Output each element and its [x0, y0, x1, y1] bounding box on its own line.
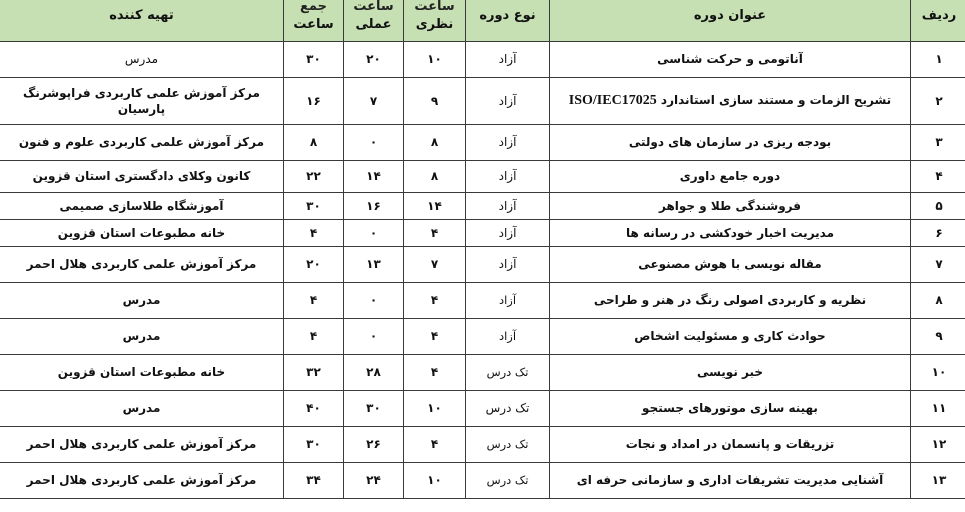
total-hours: ۸ [284, 125, 344, 161]
row-number: ۱ [911, 42, 965, 78]
theory-hours: ۴ [404, 220, 466, 247]
total-hours: ۱۶ [284, 78, 344, 125]
theory-hours: ۸ [404, 125, 466, 161]
theory-hours: ۱۰ [404, 463, 466, 499]
table-row [0, 427, 965, 463]
header-practical-label: عملی [355, 17, 392, 33]
practical-hours: ۰ [344, 220, 404, 247]
total-hours: ۴ [284, 220, 344, 247]
header-course-type: نوع دوره [466, 0, 550, 42]
row-number: ۱۲ [911, 427, 965, 463]
table-row [0, 78, 965, 125]
course-type: آزاد [466, 319, 550, 355]
row-number: ۲ [911, 78, 965, 125]
practical-hours: ۷ [344, 78, 404, 125]
provider: خانه مطبوعات استان قزوین [0, 355, 284, 391]
table-row [0, 391, 965, 427]
practical-hours: ۲۰ [344, 42, 404, 78]
course-title-text: تشریح الزمات و مستند سازی استاندارد [660, 92, 892, 107]
practical-hours: ۱۴ [344, 161, 404, 193]
theory-hours: ۹ [404, 78, 466, 125]
course-title: بهینه سازی موتورهای جستجو [550, 391, 911, 427]
total-hours: ۳۰ [284, 193, 344, 220]
header-row [0, 0, 965, 42]
header-practical-top: ساعت [353, 0, 394, 15]
total-hours: ۴۰ [284, 391, 344, 427]
practical-hours: ۰ [344, 125, 404, 161]
practical-hours: ۲۴ [344, 463, 404, 499]
provider: مدرس [0, 283, 284, 319]
course-type: تک درس [466, 463, 550, 499]
total-hours: ۲۰ [284, 247, 344, 283]
table-row [0, 355, 965, 391]
course-type: تک درس [466, 427, 550, 463]
total-hours: ۳۰ [284, 427, 344, 463]
row-number: ۴ [911, 161, 965, 193]
header-theory [404, 0, 466, 42]
total-hours: ۴ [284, 283, 344, 319]
theory-hours: ۱۰ [404, 391, 466, 427]
theory-hours: ۴ [404, 427, 466, 463]
provider: مرکز آموزش علمی کاربردی هلال احمر [0, 463, 284, 499]
course-title: نظریه و کاربردی اصولی رنگ در هنر و طراحی [550, 283, 911, 319]
course-title [550, 78, 911, 125]
course-title: مقاله نویسی با هوش مصنوعی [550, 247, 911, 283]
row-number: ۸ [911, 283, 965, 319]
row-number: ۱۳ [911, 463, 965, 499]
course-type: آزاد [466, 42, 550, 78]
provider: مرکز آموزش علمی کاربردی فراپوشرنگ پارسیان [0, 78, 284, 125]
row-number: ۶ [911, 220, 965, 247]
provider: مدرس [0, 319, 284, 355]
course-type: آزاد [466, 193, 550, 220]
total-hours: ۴ [284, 319, 344, 355]
provider: مدرس [0, 391, 284, 427]
course-title: آناتومی و حرکت شناسی [550, 42, 911, 78]
table-row [0, 463, 965, 499]
course-title: تزریقات و پانسمان در امداد و نجات [550, 427, 911, 463]
provider: مرکز آموزش علمی کاربردی علوم و فنون [0, 125, 284, 161]
course-title: حوادث کاری و مسئولیت اشخاص [550, 319, 911, 355]
course-type: تک درس [466, 391, 550, 427]
header-total [284, 0, 344, 42]
course-type: آزاد [466, 78, 550, 125]
practical-hours: ۰ [344, 283, 404, 319]
header-row-no: ردیف [911, 0, 965, 42]
header-theory-label: نظری [415, 17, 454, 33]
course-title: مدیریت اخبار خودکشی در رسانه ها [550, 220, 911, 247]
theory-hours: ۸ [404, 161, 466, 193]
total-hours: ۳۰ [284, 42, 344, 78]
practical-hours: ۳۰ [344, 391, 404, 427]
header-course-title: عنوان دوره [550, 0, 911, 42]
course-title: فروشندگی طلا و جواهر [550, 193, 911, 220]
table-row [0, 220, 965, 247]
row-number: ۷ [911, 247, 965, 283]
theory-hours: ۷ [404, 247, 466, 283]
row-number: ۹ [911, 319, 965, 355]
provider: خانه مطبوعات استان قزوین [0, 220, 284, 247]
total-hours: ۳۲ [284, 355, 344, 391]
course-type: آزاد [466, 161, 550, 193]
row-number: ۱۱ [911, 391, 965, 427]
practical-hours: ۲۶ [344, 427, 404, 463]
header-provider: تهیه کننده [0, 0, 284, 42]
table-row [0, 319, 965, 355]
course-title-latin: ISO/IEC17025 [568, 92, 657, 108]
course-type: آزاد [466, 283, 550, 319]
course-type: آزاد [466, 220, 550, 247]
table-row [0, 161, 965, 193]
provider: مرکز آموزش علمی کاربردی هلال احمر [0, 427, 284, 463]
provider: مرکز آموزش علمی کاربردی هلال احمر [0, 247, 284, 283]
total-hours: ۳۴ [284, 463, 344, 499]
course-type: تک درس [466, 355, 550, 391]
course-title: بودجه ریزی در سازمان های دولتی [550, 125, 911, 161]
course-type: آزاد [466, 247, 550, 283]
practical-hours: ۰ [344, 319, 404, 355]
course-title: خبر نویسی [550, 355, 911, 391]
header-theory-top: ساعت [414, 0, 455, 15]
table-row [0, 193, 965, 220]
theory-hours: ۱۰ [404, 42, 466, 78]
theory-hours: ۱۴ [404, 193, 466, 220]
provider: آموزشگاه طلاسازی صمیمی [0, 193, 284, 220]
header-total-top: جمع [300, 0, 327, 15]
theory-hours: ۴ [404, 319, 466, 355]
table-row [0, 247, 965, 283]
practical-hours: ۲۸ [344, 355, 404, 391]
theory-hours: ۴ [404, 283, 466, 319]
row-number: ۵ [911, 193, 965, 220]
row-number: ۳ [911, 125, 965, 161]
theory-hours: ۴ [404, 355, 466, 391]
table-row [0, 42, 965, 78]
provider: مدرس [0, 42, 284, 78]
course-title: آشنایی مدیریت تشریفات اداری و سازمانی حرفه ای [550, 463, 911, 499]
row-number: ۱۰ [911, 355, 965, 391]
course-title: دوره جامع داوری [550, 161, 911, 193]
table-row [0, 283, 965, 319]
provider: کانون وکلای دادگستری استان قزوین [0, 161, 284, 193]
course-type: آزاد [466, 125, 550, 161]
header-practical [344, 0, 404, 42]
total-hours: ۲۲ [284, 161, 344, 193]
table-row [0, 125, 965, 161]
practical-hours: ۱۳ [344, 247, 404, 283]
practical-hours: ۱۶ [344, 193, 404, 220]
header-total-label: ساعت [293, 17, 334, 33]
